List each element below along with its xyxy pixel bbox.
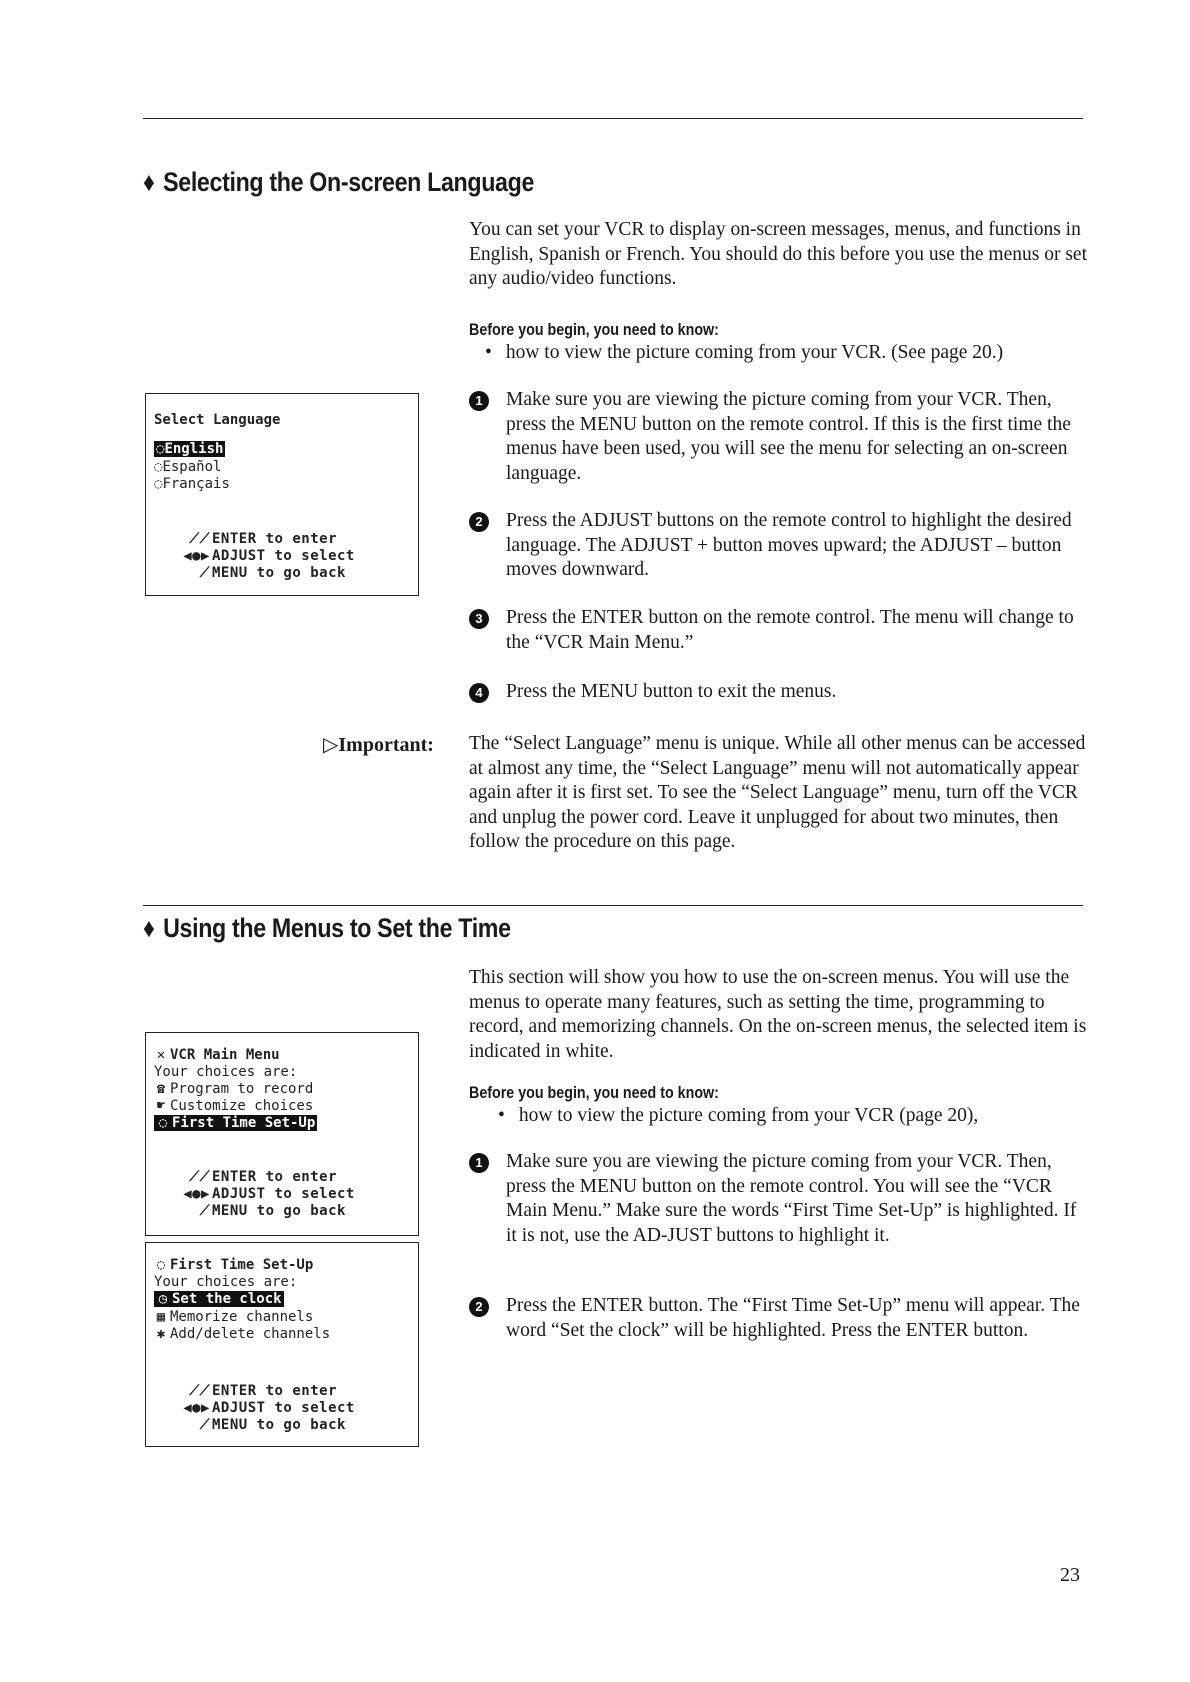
control-hint-menu [148,1417,346,1434]
control-hint-adjust [148,1400,355,1417]
radio-bullet-icon: ◌ [158,1115,168,1131]
menu-item-first-setup [154,1115,317,1132]
control-hint-menu [148,565,346,582]
radio-bullet-icon: ◌ [154,459,163,475]
step-text: Make sure you are viewing the picture coming from your VCR. Then, press the MENU button on the remote control. You will see the “VCR Main Menu.” Make sure the words “First Time Set-Up” is highlighted. If it is not, use the AD-JUST buttons to highlight it. [506,1151,1077,1246]
important-paragraph: The “Select Language” menu is unique. While all other menus can be accessed at almost any time, the “Select Language” menu will not automatically appear again after it is first set. To see the “Select Language” menu, turn off the VCR and unplug the power cord. Leave it unplugged for about two minutes, then follow the procedure on this page. [469,733,1086,852]
control-hint-enter [148,1383,337,1400]
intro-paragraph: This section will show you how to use the on-screen menus. You will use the menus to operate many features, such as setting the time, programming to record, and memorizing channels. On the on-screen menus, the selected item is indicated in white. [469,967,1087,1062]
menu-item-add-delete [154,1326,330,1343]
heading-text: Selecting the On-screen Language [163,167,535,197]
item-highlight [154,1291,284,1307]
item-label: Memorize channels [170,1309,314,1325]
hint-label: ADJUST to select [212,1186,355,1202]
title-text: VCR Main Menu [170,1047,280,1063]
hint-label: MENU to go back [212,1203,346,1219]
before-you-begin-label: Before you begin, you need to know: [469,1083,719,1102]
enter-arrow-icon: ⟋⟋ [189,1383,210,1399]
screen-title [154,1257,313,1274]
hint-label: ENTER to enter [212,531,338,547]
channel-grid-icon: ▦ [156,1309,166,1325]
step-1 [469,1150,1089,1248]
language-option-francais [154,476,230,493]
intro-paragraph: You can set your VCR to display on-screen messages, menus, and functions in English, Spanish or French. You should do this before you use the menus or set any audio/video functions. [469,219,1088,289]
title-text: First Time Set-Up [170,1257,314,1273]
item-highlight [154,1115,317,1131]
language-option-espanol [154,459,221,476]
menu-arrow-icon: ⟋ [199,1417,210,1433]
option-label: Español [162,459,222,475]
step-number-badge: 2 [469,1297,489,1317]
radio-bullet-icon: ◌ [156,1257,166,1273]
before-item-text: how to view the picture coming from your VCR (page 20), [518,1105,979,1126]
radio-bullet-icon: ◌ [156,441,165,457]
select-language-screen [145,393,419,596]
hint-label: ADJUST to select [212,548,355,564]
before-item [485,341,1003,366]
section-divider-top [143,118,1083,119]
hint-label: MENU to go back [212,1417,346,1433]
clock-icon: ◷ [158,1291,168,1307]
important-label: ▷Important: [323,734,434,756]
control-hint-menu [148,1203,346,1220]
step-text: Press the ADJUST buttons on the remote control to highlight the desired language. The ADJUST + button moves upward; the ADJUST – button moves downward. [506,510,1072,580]
step-text: Press the ENTER button. The “First Time Set-Up” menu will appear. The word “Set the clock” will be highlighted. Press the ENTER button. [506,1295,1080,1341]
step-number-badge: 1 [469,1153,489,1173]
menu-item-customize [154,1098,313,1115]
section-heading-language [143,167,534,198]
control-hint-adjust [148,1186,355,1203]
menu-subtitle: Your choices are: [154,1274,298,1290]
hint-label: ADJUST to select [212,1400,355,1416]
menu-item-memorize [154,1309,313,1326]
step-text: Make sure you are viewing the picture coming from your VCR. Then, press the MENU button on the remote control. If this is the first time the menus have been used, you will see the menu for selecting an on-screen language. [506,389,1071,484]
item-label: Add/delete channels [170,1326,331,1342]
hint-label: ENTER to enter [212,1383,338,1399]
item-label: Customize choices [170,1098,314,1114]
screen-title: Select Language [154,412,281,428]
step-number-badge: 3 [469,609,489,629]
menu-item-set-clock [154,1291,284,1308]
diamond-bullet-icon: ♦ [143,913,155,943]
bullet-dot-icon: • [498,1105,505,1126]
step-2 [469,509,1089,583]
before-you-begin-label: Before you begin, you need to know: [469,320,719,339]
phone-icon: ☎ [156,1081,166,1097]
item-label: First Time Set-Up [172,1115,316,1131]
step-2 [469,1294,1089,1343]
step-number-badge: 2 [469,512,489,532]
control-hint-enter [148,531,337,548]
before-item [498,1104,978,1129]
enter-arrow-icon: ⟋⟋ [189,1169,210,1185]
step-text: Press the ENTER button on the remote control. The menu will change to the “VCR Main Menu.” [506,607,1074,653]
heading-text: Using the Menus to Set the Time [163,913,511,943]
menu-arrow-icon: ⟋ [199,1203,210,1219]
first-time-setup-screen [145,1242,419,1447]
menu-item-program [154,1081,313,1098]
option-label: English [164,441,224,457]
language-option-english [154,441,225,458]
item-label: Set the clock [172,1291,282,1307]
pointing-hand-icon: ☛ [156,1098,166,1114]
section-divider-middle [143,905,1083,906]
section-heading-time [143,913,511,944]
step-3 [469,606,1089,655]
adjust-buttons-icon: ◀●▶ [183,548,210,564]
vcr-main-menu-screen [145,1032,419,1236]
option-highlight [154,441,225,457]
vcr-icon: ✕ [156,1047,166,1063]
adjust-buttons-icon: ◀●▶ [183,1186,210,1202]
adjust-buttons-icon: ◀●▶ [183,1400,210,1416]
control-hint-enter [148,1169,337,1186]
radio-bullet-icon: ◌ [154,476,163,492]
screen-title [154,1047,280,1064]
diamond-bullet-icon: ♦ [143,167,155,197]
page-number: 23 [1060,1564,1080,1586]
step-text: Press the MENU button to exit the menus. [506,681,837,702]
add-delete-icon: ✱ [156,1326,166,1342]
enter-arrow-icon: ⟋⟋ [189,531,210,547]
hint-label: ENTER to enter [212,1169,338,1185]
item-label: Program to record [170,1081,314,1097]
step-1 [469,388,1089,486]
step-number-badge: 1 [469,391,489,411]
menu-subtitle: Your choices are: [154,1064,298,1080]
menu-arrow-icon: ⟋ [199,565,210,581]
bullet-dot-icon: • [485,342,492,363]
option-label: Français [162,476,230,492]
step-4 [469,680,1089,705]
step-number-badge: 4 [469,683,489,703]
before-item-text: how to view the picture coming from your VCR. (See page 20.) [505,342,1004,363]
hint-label: MENU to go back [212,565,346,581]
control-hint-adjust [148,548,355,565]
